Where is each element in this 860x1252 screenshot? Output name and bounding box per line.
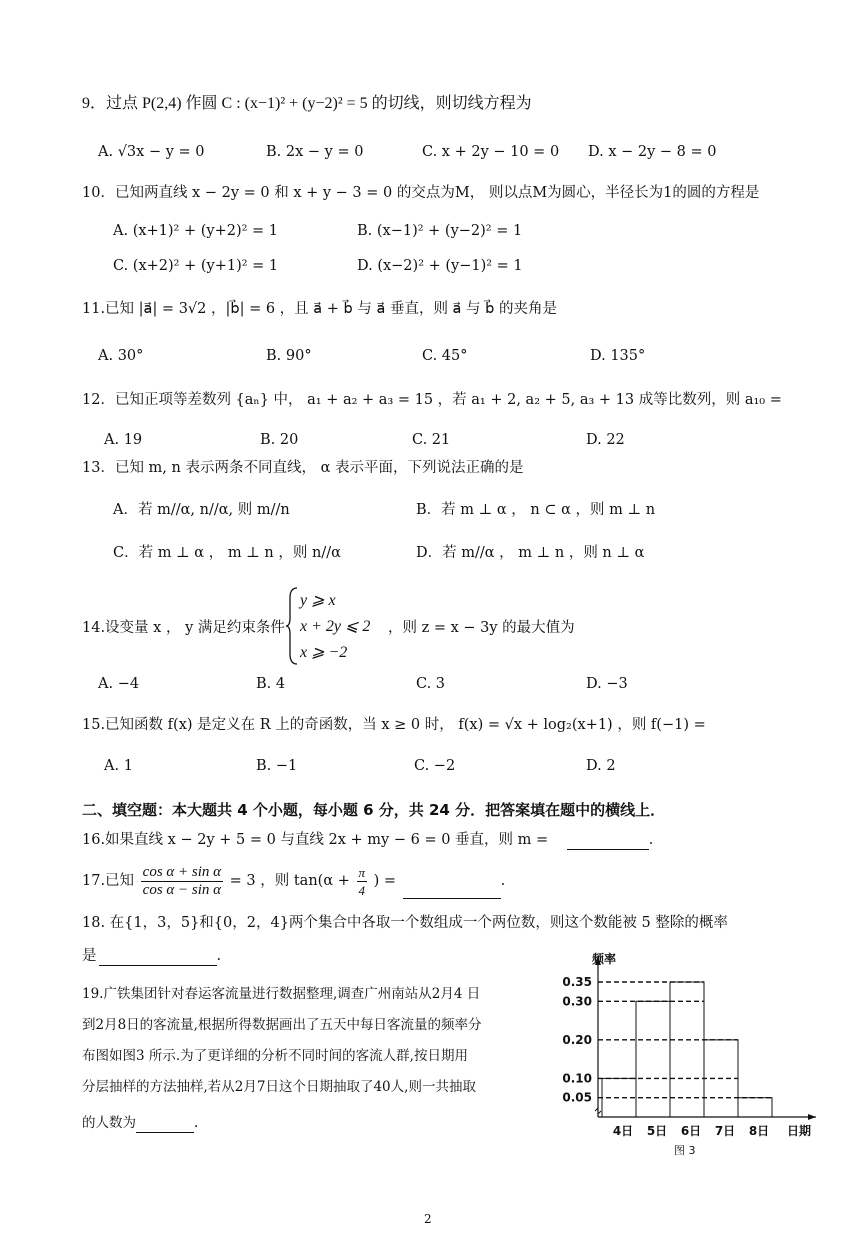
chart-y-tick-label: 0.10 bbox=[562, 1071, 592, 1086]
q13-option-c: C．若 m ⊥ α ， m ⊥ n ，则 n//α bbox=[113, 545, 341, 561]
q17-end: . bbox=[500, 873, 506, 889]
q19-line-5-text: 的人数为 bbox=[82, 1115, 136, 1131]
q14-constraint-3: x ⩾ −2 bbox=[300, 644, 348, 661]
chart-x-tick-label: 5日 bbox=[646, 1124, 668, 1138]
q12-stem: 12．已知正项等差数列 {aₙ} 中， a₁ + a₂ + a₃ = 15 ，若 a₁ + 2, a₂ + 5, a₃ + 13 成等比数列，则 a₁₀ = bbox=[82, 392, 782, 408]
q17-prefix: 17.已知 bbox=[82, 873, 135, 889]
q15-option-a: A. 1 bbox=[104, 758, 133, 774]
q17-fraction bbox=[141, 864, 223, 899]
q13-stem: 13．已知 m, n 表示两条不同直线， α 表示平面，下列说法正确的是 bbox=[82, 460, 524, 476]
q14-constraint-2: x + 2y ⩽ 2 bbox=[300, 618, 371, 635]
q16-end: . bbox=[648, 832, 654, 848]
q12-option-b: B. 20 bbox=[260, 432, 299, 448]
q16-text: 16.如果直线 x − 2y + 5 = 0 与直线 2x + my − 6 = 0 垂直，则 m = bbox=[82, 832, 549, 848]
q14-option-d: D. −3 bbox=[586, 676, 628, 692]
q16-stem bbox=[82, 830, 653, 850]
q9-option-a: A. √3x − y = 0 bbox=[98, 144, 205, 160]
chart-bar bbox=[670, 982, 704, 1117]
chart-x-tick-label: 8日 bbox=[748, 1124, 770, 1138]
chart-y-axis-label: 频率 bbox=[592, 952, 617, 966]
q15-option-d: D. 2 bbox=[586, 758, 616, 774]
chart-bar bbox=[636, 1001, 670, 1117]
q10-option-c: C. (x+2)² + (y+1)² = 1 bbox=[113, 258, 279, 274]
q14-option-a: A. −4 bbox=[98, 676, 140, 692]
q17-answer-blank[interactable] bbox=[403, 884, 501, 899]
q19-line-1: 19.广铁集团针对春运客流量进行数据整理,调查广州南站从2月4 日 bbox=[82, 986, 481, 1002]
q14-stem-suffix: ，则 z = x − 3y 的最大值为 bbox=[388, 620, 575, 636]
q17-pi-denominator: 4 bbox=[358, 882, 365, 898]
q11-option-a: A. 30° bbox=[98, 348, 144, 364]
q13-option-d: D．若 m//α ， m ⊥ n ，则 n ⊥ α bbox=[416, 545, 645, 561]
chart-x-tick-label: 4日 bbox=[612, 1124, 634, 1138]
page-number: 2 bbox=[424, 1212, 432, 1226]
q18-line-2-text: 是 bbox=[82, 948, 97, 964]
x-axis-arrow-icon bbox=[808, 1114, 816, 1120]
chart-x-axis-label: 日期 bbox=[787, 1124, 812, 1138]
q17-pi-numerator: π bbox=[358, 864, 366, 880]
q17-denominator: cos α − sin α bbox=[142, 881, 222, 898]
q18-end: . bbox=[216, 948, 222, 964]
q10-option-a: A. (x+1)² + (y+2)² = 1 bbox=[113, 223, 279, 239]
q14-option-c: C. 3 bbox=[416, 676, 446, 692]
q10-option-d: D. (x−2)² + (y−1)² = 1 bbox=[357, 258, 523, 274]
chart-x-tick-label: 7日 bbox=[714, 1124, 736, 1138]
q19-line-3: 布图如图3 所示.为了更详细的分析不同时间的客流人群,按日期用 bbox=[82, 1048, 468, 1064]
q15-option-c: C. −2 bbox=[414, 758, 456, 774]
q18-line-1: 18. 在{1，3，5}和{0，2，4}两个集合中各取一个数组成一个两位数，则这个数能被 5 整除的概率 bbox=[82, 915, 728, 931]
q9-stem: 9．过点 P(2,4) 作圆 C : (x−1)² + (y−2)² = 5 的切线，则切线方程为 bbox=[82, 95, 532, 112]
section-heading-fill-in: 二、填空题：本大题共 4 个小题，每小题 6 分，共 24 分．把答案填在题中的横线上． bbox=[82, 801, 666, 819]
q19-line-5 bbox=[82, 1113, 198, 1133]
q11-option-d: D. 135° bbox=[590, 348, 646, 364]
q9-option-c: C. x + 2y − 10 = 0 bbox=[422, 144, 560, 160]
chart-y-tick-label: 0.20 bbox=[562, 1032, 592, 1047]
q12-option-d: D. 22 bbox=[586, 432, 625, 448]
q19-line-4: 分层抽样的方法抽样,若从2月7日这个日期抽取了40人,则一共抽取 bbox=[82, 1079, 476, 1095]
q9-option-d: D. x − 2y − 8 = 0 bbox=[588, 144, 717, 160]
q14-constraint-1: y ⩾ x bbox=[300, 592, 336, 609]
q15-option-b: B. −1 bbox=[256, 758, 298, 774]
q15-stem: 15.已知函数 f(x) 是定义在 R 上的奇函数，当 x ≥ 0 时， f(x) = √x + log₂(x+1) ，则 f(−1) = bbox=[82, 717, 706, 733]
q19-answer-blank[interactable] bbox=[136, 1118, 194, 1133]
q10-option-b: B. (x−1)² + (y−2)² = 1 bbox=[357, 223, 523, 239]
frequency-histogram bbox=[540, 945, 830, 1165]
chart-bar bbox=[738, 1098, 772, 1117]
chart-caption: 图 3 bbox=[674, 1144, 696, 1157]
axis-break-icon bbox=[595, 1108, 601, 1114]
chart-y-tick-label: 0.35 bbox=[562, 975, 592, 989]
q12-option-c: C. 21 bbox=[412, 432, 451, 448]
q9-option-b: B. 2x − y = 0 bbox=[266, 144, 364, 160]
q13-option-a: A．若 m//α, n//α, 则 m//n bbox=[113, 502, 290, 518]
q10-stem: 10．已知两直线 x − 2y = 0 和 x + y − 3 = 0 的交点为M， 则以点M为圆心，半径长为1的圆的方程是 bbox=[82, 185, 760, 201]
q19-line-2: 到2月8日的客流量,根据所得数据画出了五天中每日客流量的频率分 bbox=[82, 1017, 482, 1033]
chart-y-tick-label: 0.05 bbox=[562, 1090, 592, 1105]
q11-option-c: C. 45° bbox=[422, 348, 468, 364]
q18-answer-blank[interactable] bbox=[99, 951, 217, 966]
q17-pi-fraction bbox=[357, 864, 368, 899]
q13-option-b: B．若 m ⊥ α ， n ⊂ α ，则 m ⊥ n bbox=[416, 502, 656, 518]
q17-numerator: cos α + sin α bbox=[142, 863, 222, 880]
q16-answer-blank[interactable] bbox=[567, 835, 649, 850]
q19-end: . bbox=[194, 1115, 199, 1131]
q12-option-a: A. 19 bbox=[104, 432, 143, 448]
left-brace-icon bbox=[285, 586, 299, 666]
q11-option-b: B. 90° bbox=[266, 348, 312, 364]
q14-option-b: B. 4 bbox=[256, 676, 286, 692]
chart-y-tick-label: 0.30 bbox=[562, 994, 592, 1009]
chart-x-tick-label: 6日 bbox=[680, 1124, 702, 1138]
q11-stem: 11.已知 |a⃗| = 3√2 ，|b⃗| = 6 ，且 a⃗ + b⃗ 与 a⃗ 垂直，则 a⃗ 与 b⃗ 的夹角是 bbox=[82, 301, 557, 317]
q14-stem-prefix: 14.设变量 x ， y 满足约束条件 bbox=[82, 620, 285, 636]
q17-middle: = 3 ，则 tan(α + bbox=[229, 873, 350, 889]
q18-line-2 bbox=[82, 946, 221, 966]
q17-stem bbox=[82, 863, 505, 899]
q17-post: ) = bbox=[373, 873, 397, 889]
